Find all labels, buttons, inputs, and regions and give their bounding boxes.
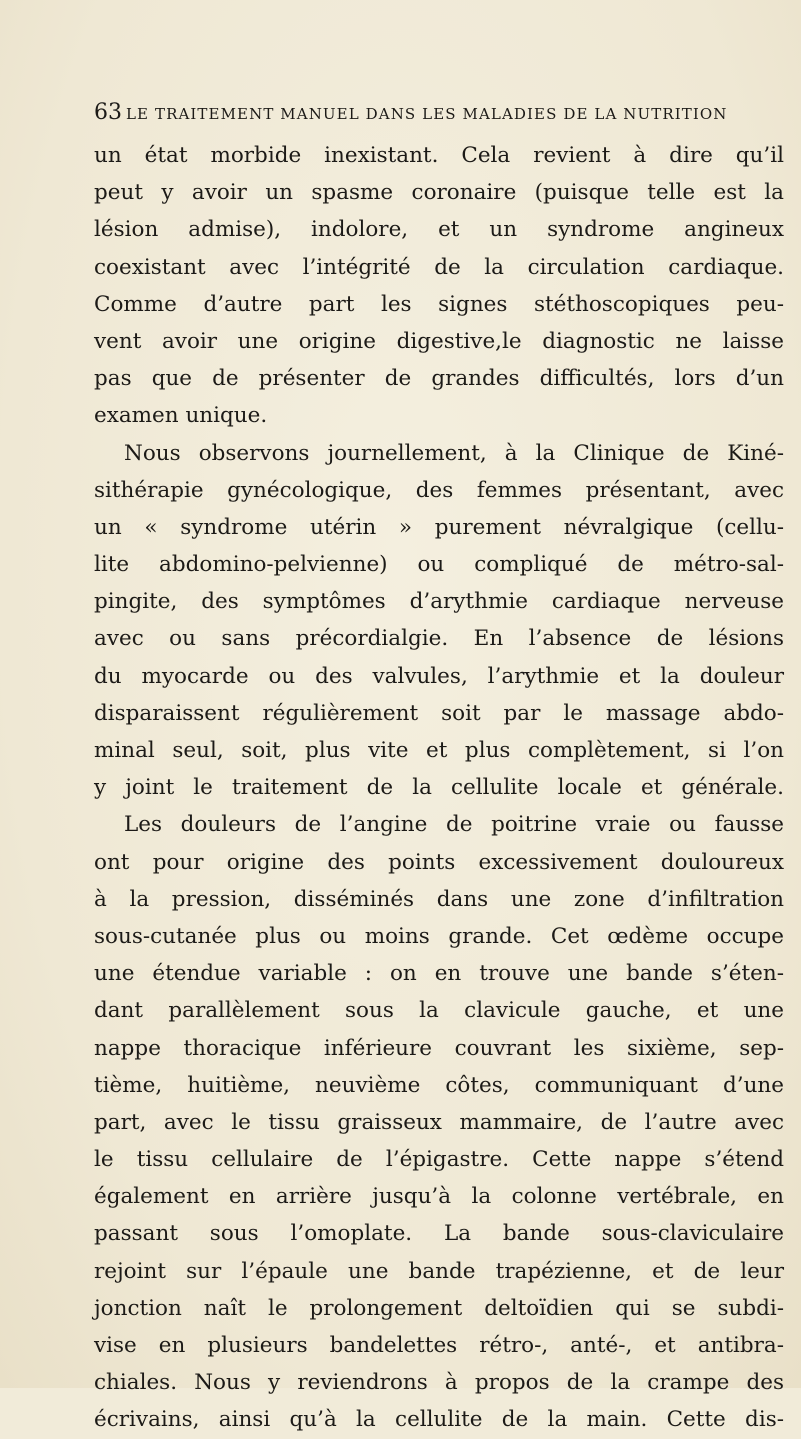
text-line: disparaissent régulièrement soit par le massage abdo- <box>94 700 784 726</box>
text-line: du myocarde ou des valvules, l’arythmie et la douleur <box>94 663 784 689</box>
text-line: dant parallèlement sous la clavicule gauche, et une <box>94 998 784 1024</box>
text-line: sous-cutanée plus ou moins grande. Cet œdème occupe <box>94 923 784 949</box>
text-line: à la pression, disséminés dans une zone d’infiltration <box>94 886 784 912</box>
text-line: pas que de présenter de grandes difficultés, lors d’un <box>94 366 784 392</box>
text-line: peut y avoir un spasme coronaire (puisque telle est la <box>94 180 784 206</box>
text-line: jonction naît le prolongement deltoïdien qui se subdi- <box>94 1295 784 1321</box>
text-line: le tissu cellulaire de l’épigastre. Cette nappe s’étend <box>94 1147 784 1173</box>
text-line: pingite, des symptômes d’arythmie cardiaque nerveuse <box>94 589 784 615</box>
body-text <box>94 137 784 1439</box>
text-line: examen unique. <box>94 403 268 429</box>
text-line: ont pour origine des points excessivement douloureux <box>94 849 784 875</box>
text-line: vise en plusieurs bandelettes rétro-, anté-, et antibra- <box>94 1333 784 1358</box>
text-line: vent avoir une origine digestive,le diagnostic ne laisse <box>94 328 784 354</box>
page-number: 63 <box>94 100 122 125</box>
text-line: un état morbide inexistant. Cela revient à dire qu’il <box>94 143 784 168</box>
text-line: Les douleurs de l’angine de poitrine vraie ou fausse <box>124 812 784 838</box>
text-line: une étendue variable : on en trouve une bande s’éten- <box>94 961 784 987</box>
text-line: y joint le traitement de la cellulite locale et générale. <box>94 775 784 801</box>
text-line: passant sous l’omoplate. La bande sous-claviculaire <box>94 1221 784 1247</box>
text-line: part, avec le tissu graisseux mammaire, de l’autre avec <box>94 1109 784 1135</box>
page-header <box>94 97 784 129</box>
text-line: Nous observons journellement, à la Clinique de Kiné- <box>124 440 784 466</box>
text-line: nappe thoracique inférieure couvrant les sixième, sep- <box>94 1035 784 1061</box>
text-line: lésion admise), indolore, et un syndrome angineux <box>94 217 784 243</box>
text-line: chiales. Nous y reviendrons à propos de la crampe des <box>94 1370 784 1396</box>
text-line: un « syndrome utérin » purement névralgique (cellu- <box>94 514 784 540</box>
text-line: tième, huitième, neuvième côtes, communiquant d’une <box>94 1072 784 1098</box>
running-head: LE TRAITEMENT MANUEL DANS LES MALADIES DE LA NUTRITION <box>126 105 728 123</box>
text-line: écrivains, ainsi qu’à la cellulite de la main. Cette dis- <box>94 1407 784 1433</box>
text-line: sithérapie gynécologique, des femmes présentant, avec <box>94 477 784 503</box>
text-line: minal seul, soit, plus vite et plus complètement, si l’on <box>94 738 784 763</box>
text-line: également en arrière jusqu’à la colonne vertébrale, en <box>94 1184 784 1210</box>
text-line: lite abdomino-pelvienne) ou compliqué de métro-sal- <box>94 552 784 578</box>
text-line: Comme d’autre part les signes stéthoscopiques peu- <box>94 291 784 317</box>
text-line: avec ou sans précordialgie. En l’absence de lésions <box>94 626 784 652</box>
text-line: rejoint sur l’épaule une bande trapézienne, et de leur <box>94 1258 784 1284</box>
text-line: coexistant avec l’intégrité de la circulation cardiaque. <box>94 254 784 280</box>
